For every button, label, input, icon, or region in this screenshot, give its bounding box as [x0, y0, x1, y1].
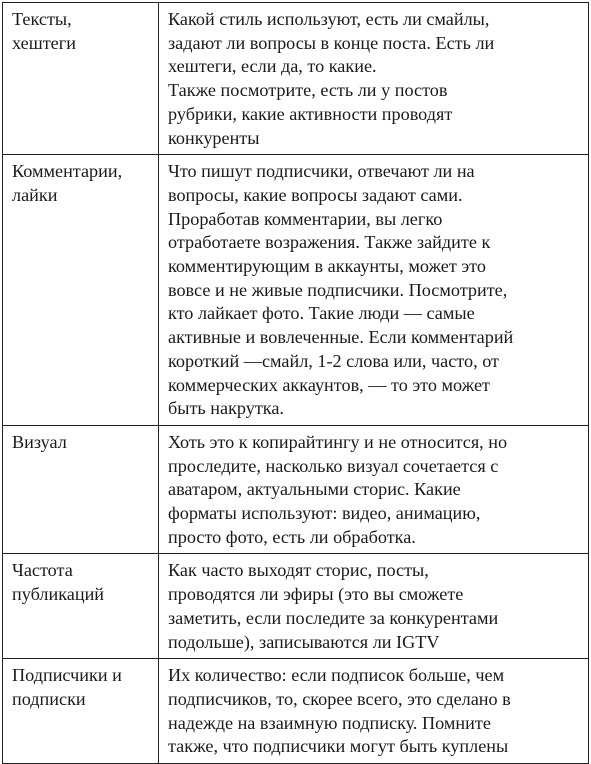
description-line: надежде на взаимную подписку. Помните [168, 712, 491, 733]
description-line: комментирующим в аккаунты, может это [168, 256, 486, 277]
topic-line: публикаций [12, 584, 105, 605]
description-line: вопросы, какие вопросы задают сами. [168, 184, 463, 205]
description-line: конкуренты [168, 127, 260, 148]
description-line: активные и вовлеченные. Если комментарий [168, 327, 514, 348]
description-line: коммерческих аккаунтов, — то это может [168, 374, 491, 395]
topic-line: Тексты, [12, 9, 72, 29]
description-line: заметить, если последите за конкурентами [168, 607, 499, 628]
description-line: отработаете возражения. Также зайдите к [168, 232, 491, 253]
description-line: форматы используют: видео, анимацию, [168, 503, 481, 524]
table-row [3, 554, 589, 659]
table-row [3, 659, 589, 764]
description-line: аватаром, актуальными сторис. Какие [168, 479, 461, 500]
table-row [3, 155, 589, 426]
description-line: быть накрутка. [168, 398, 284, 419]
description-line: Проработав комментарии, вы легко [168, 208, 443, 229]
description-line: рубрики, какие активности проводят [168, 103, 453, 124]
table-row [3, 3, 589, 155]
topic-line: Визуал [12, 431, 67, 452]
description-line: хештеги, если да, то какие. [168, 56, 377, 77]
description-line: просто фото, есть ли обработка. [168, 526, 416, 547]
description-cell [159, 155, 589, 426]
topic-cell [3, 3, 159, 155]
description-cell [159, 659, 589, 764]
competitor-analysis-table [2, 2, 589, 764]
table-row [3, 425, 589, 554]
description-line: Также посмотрите, есть ли у постов [168, 80, 448, 101]
topic-line: Подписчики и [12, 665, 122, 686]
topic-cell [3, 659, 159, 764]
topic-line: лайки [12, 184, 58, 205]
description-line: подписчиков, то, скорее всего, это сделано в [168, 688, 511, 709]
topic-line: подписки [12, 688, 86, 709]
description-line: Хоть это к копирайтингу и не относится, но [168, 431, 508, 452]
description-line: кто лайкает фото. Такие люди — самые [168, 303, 475, 324]
topic-line: хештеги [12, 32, 76, 53]
topic-line: Комментарии, [12, 161, 123, 182]
description-line: Что пишут подписчики, отвечают ли на [168, 161, 475, 182]
description-line: подольше), записываются ли IGTV [168, 631, 440, 652]
description-line: Какой стиль используют, есть ли смайлы, [168, 9, 490, 29]
description-line: проводятся ли эфиры (это вы сможете [168, 584, 464, 605]
description-cell [159, 3, 589, 155]
description-line: Как часто выходят сторис, посты, [168, 560, 429, 581]
description-line: задают ли вопросы в конце поста. Есть ли [168, 32, 495, 53]
description-line: проследите, насколько визуал сочетается с [168, 455, 499, 476]
description-cell [159, 554, 589, 659]
topic-cell [3, 155, 159, 426]
description-cell [159, 425, 589, 554]
topic-cell [3, 425, 159, 554]
description-line: Их количество: если подписок больше, чем [168, 665, 505, 686]
description-line: также, что подписчики могут быть куплены [168, 736, 509, 757]
table-body [3, 3, 589, 764]
topic-cell [3, 554, 159, 659]
topic-line: Частота [12, 560, 73, 581]
description-line: вовсе и не живые подписчики. Посмотрите, [168, 279, 508, 300]
description-line: короткий —смайл, 1-2 слова или, часто, от [168, 350, 499, 371]
